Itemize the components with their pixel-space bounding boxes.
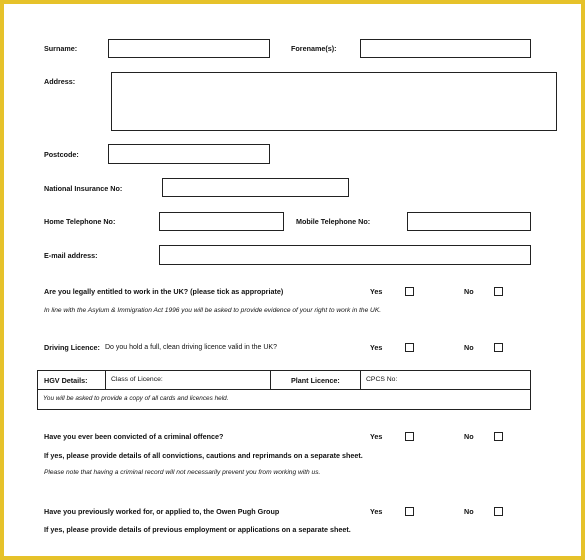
address-label: Address:	[44, 77, 76, 86]
plant-licence-label: Plant Licence:	[291, 376, 340, 385]
work-entitlement-no-label: No	[464, 287, 474, 296]
home-telephone-field[interactable]	[159, 212, 284, 231]
address-field[interactable]	[111, 72, 557, 131]
previous-employment-question: Have you previously worked for, or applied to, the Owen Pugh Group	[44, 507, 280, 516]
convictions-no-label: No	[464, 432, 474, 441]
previous-employment-details: If yes, please provide details of previous employment or applications on a separate sheet.	[44, 525, 351, 534]
driving-licence-question: Do you hold a full, clean driving licence valid in the UK?	[105, 344, 277, 351]
home-telephone-label: Home Telephone No:	[44, 217, 116, 226]
hgv-divider-2	[270, 371, 271, 390]
driving-no-label: No	[464, 343, 474, 352]
hgv-details-block	[37, 370, 531, 410]
convictions-yes-label: Yes	[370, 432, 383, 441]
cpcs-number-field[interactable]	[361, 371, 530, 389]
hgv-note-row	[38, 390, 530, 409]
postcode-field[interactable]	[108, 144, 270, 164]
forenames-label: Forename(s):	[291, 44, 337, 53]
surname-label: Surname:	[44, 44, 78, 53]
mobile-telephone-field[interactable]	[407, 212, 531, 231]
convictions-details: If yes, please provide details of all convictions, cautions and reprimands on a separate sheet.	[44, 451, 363, 460]
email-label: E-mail address:	[44, 251, 98, 260]
surname-field[interactable]	[108, 39, 270, 58]
work-entitlement-no-checkbox[interactable]	[494, 287, 503, 296]
forenames-field[interactable]	[360, 39, 531, 58]
previous-no-label: No	[464, 507, 474, 516]
email-field[interactable]	[159, 245, 531, 265]
driving-yes-label: Yes	[370, 343, 383, 352]
hgv-details-label: HGV Details:	[44, 376, 88, 385]
class-of-licence-field[interactable]	[106, 371, 270, 389]
work-entitlement-note: In line with the Asylum & Immigration Act 1996 you will be asked to provide evidence of your right to work in the UK.	[44, 307, 382, 314]
previous-yes-checkbox[interactable]	[405, 507, 414, 516]
postcode-label: Postcode:	[44, 150, 79, 159]
driving-no-checkbox[interactable]	[494, 343, 503, 352]
driving-licence-label: Driving Licence:	[44, 343, 100, 352]
work-entitlement-question: Are you legally entitled to work in the UK? (please tick as appropriate)	[44, 287, 284, 296]
work-entitlement-yes-label: Yes	[370, 287, 383, 296]
cpcs-number-placeholder: CPCS No:	[366, 376, 398, 383]
convictions-question: Have you ever been convicted of a criminal offence?	[44, 432, 224, 441]
convictions-no-checkbox[interactable]	[494, 432, 503, 441]
previous-no-checkbox[interactable]	[494, 507, 503, 516]
convictions-note: Please note that having a criminal record will not necessarily prevent you from working with us.	[44, 469, 321, 476]
class-of-licence-placeholder: Class of Licence:	[111, 376, 163, 383]
mobile-telephone-label: Mobile Telephone No:	[296, 217, 371, 226]
ni-label: National Insurance No:	[44, 184, 123, 193]
previous-yes-label: Yes	[370, 507, 383, 516]
ni-field[interactable]	[162, 178, 349, 197]
hgv-note: You will be asked to provide a copy of all cards and licences held.	[43, 395, 229, 402]
convictions-yes-checkbox[interactable]	[405, 432, 414, 441]
driving-yes-checkbox[interactable]	[405, 343, 414, 352]
work-entitlement-yes-checkbox[interactable]	[405, 287, 414, 296]
